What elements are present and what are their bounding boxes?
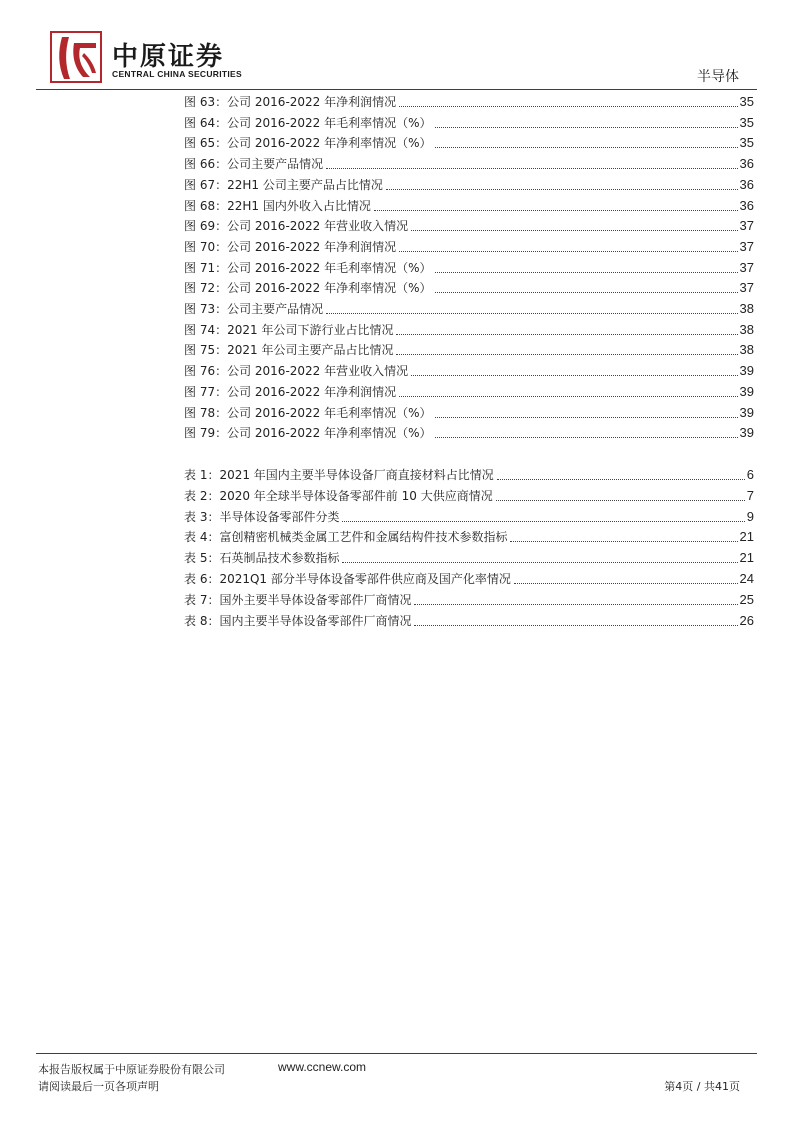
- figure-entry[interactable]: [184, 173, 754, 193]
- figure-entry-page-number: 36: [739, 156, 754, 172]
- figure-entry[interactable]: [184, 359, 754, 379]
- table-entry[interactable]: [184, 546, 754, 566]
- dot-leader: [399, 396, 737, 397]
- figure-entry-label: 图 66：公司主要产品情况: [184, 157, 324, 172]
- figure-entry-label: 图 79：公司 2016-2022 年净利率情况（%）: [184, 426, 432, 441]
- table-entry[interactable]: [184, 463, 754, 483]
- figure-entry-label: 图 68：22H1 国内外收入占比情况: [184, 198, 371, 213]
- footer-divider: [36, 1053, 757, 1054]
- table-entry-label: 表 2：2020 年全球半导体设备零部件前 10 大供应商情况: [184, 488, 493, 503]
- table-entry-page-number: 25: [739, 591, 754, 607]
- figure-entry[interactable]: [184, 214, 754, 234]
- figure-entry-label: 图 67：22H1 公司主要产品占比情况: [184, 177, 383, 192]
- dot-leader: [396, 354, 737, 355]
- table-entry-label: 表 5：石英制品技术参数指标: [184, 551, 340, 566]
- figure-entry[interactable]: [184, 235, 754, 255]
- figure-entry-page-number: 36: [739, 197, 754, 213]
- dot-leader: [414, 604, 737, 605]
- figure-entry-label: 图 70：公司 2016-2022 年净利润情况: [184, 239, 397, 254]
- dot-leader: [514, 583, 738, 584]
- dot-leader: [414, 625, 737, 626]
- report-sector: 半导体: [697, 69, 739, 85]
- figure-entry-label: 图 75：2021 年公司主要产品占比情况: [184, 343, 394, 358]
- figure-entry-label: 图 76：公司 2016-2022 年营业收入情况: [184, 364, 409, 379]
- figure-entry-page-number: 37: [739, 259, 754, 275]
- figure-entry-page-number: 38: [739, 321, 754, 337]
- dot-leader: [399, 106, 737, 107]
- figure-entry-page-number: 38: [739, 342, 754, 358]
- table-entry-page-number: 21: [739, 529, 754, 545]
- page-number: 第4页 / 共41页: [664, 1080, 740, 1093]
- figure-entry-label: 图 77：公司 2016-2022 年净利润情况: [184, 384, 397, 399]
- figure-entry-label: 图 72：公司 2016-2022 年净利率情况（%）: [184, 281, 432, 296]
- table-entry-page-number: 24: [739, 571, 754, 586]
- dot-leader: [326, 168, 737, 169]
- table-entry-label: 表 8：国内主要半导体设备零部件厂商情况: [184, 613, 412, 628]
- figure-entry[interactable]: [184, 194, 754, 214]
- dot-leader: [435, 272, 738, 273]
- figure-entry-page-number: 39: [739, 425, 754, 441]
- figure-entry-label: 图 78：公司 2016-2022 年毛利率情况（%）: [184, 405, 432, 420]
- company-name-en: CENTRAL CHINA SECURITIES: [112, 69, 242, 79]
- dot-leader: [326, 313, 737, 314]
- figure-entry[interactable]: [184, 90, 754, 110]
- dot-leader: [342, 562, 737, 563]
- dot-leader: [435, 437, 738, 438]
- table-entry-page-number: 7: [746, 487, 754, 503]
- figure-entry-label: 图 65：公司 2016-2022 年净利率情况（%）: [184, 136, 432, 151]
- figure-entry-page-number: 37: [739, 280, 754, 296]
- dot-leader: [497, 479, 745, 480]
- figure-entry-page-number: 37: [739, 238, 754, 254]
- dot-leader: [411, 375, 737, 376]
- dot-leader: [435, 127, 738, 128]
- figure-entry-page-number: 35: [739, 114, 754, 130]
- figure-entry[interactable]: [184, 131, 754, 151]
- dot-leader: [435, 417, 738, 418]
- figure-entry-label: 图 74：2021 年公司下游行业占比情况: [184, 322, 394, 337]
- footer-website-link[interactable]: www.ccnew.com: [278, 1060, 367, 1074]
- table-entry-page-number: 21: [739, 550, 754, 566]
- figure-entry[interactable]: [184, 318, 754, 338]
- dot-leader: [386, 189, 738, 190]
- figure-entry[interactable]: [184, 421, 754, 441]
- dot-leader: [396, 334, 737, 335]
- figure-entry-label: 图 64：公司 2016-2022 年毛利率情况（%）: [184, 115, 432, 130]
- figure-entry-label: 图 71：公司 2016-2022 年毛利率情况（%）: [184, 260, 432, 275]
- figure-entry[interactable]: [184, 276, 754, 296]
- dot-leader: [399, 251, 737, 252]
- dot-leader: [342, 521, 744, 522]
- footer-disclaimer: 请阅读最后一页各项声明: [38, 1080, 159, 1093]
- figure-entry-page-number: 38: [739, 301, 754, 316]
- figure-entry-page-number: 39: [739, 363, 754, 379]
- dot-leader: [435, 292, 738, 293]
- table-entry[interactable]: [184, 567, 754, 587]
- table-entry-label: 表 6：2021Q1 部分半导体设备零部件供应商及国产化率情况: [184, 572, 511, 586]
- figure-entry[interactable]: [184, 111, 754, 131]
- table-entry-page-number: 26: [739, 612, 754, 628]
- table-entry-page-number: 6: [746, 467, 754, 482]
- table-entry-page-number: 9: [746, 508, 754, 524]
- dot-leader: [496, 500, 745, 501]
- table-entry-label: 表 7：国外主要半导体设备零部件厂商情况: [184, 592, 412, 607]
- table-entry[interactable]: [184, 525, 754, 545]
- table-entry-label: 表 3：半导体设备零部件分类: [184, 509, 340, 524]
- table-entry[interactable]: [184, 505, 754, 525]
- figure-entry-page-number: 35: [739, 135, 754, 151]
- figure-entry-page-number: 35: [739, 94, 754, 109]
- figure-entry-page-number: 37: [739, 218, 754, 234]
- figure-entry[interactable]: [184, 338, 754, 358]
- company-name-cn: 中原证券: [112, 42, 225, 72]
- table-entry[interactable]: [184, 588, 754, 608]
- figure-entry[interactable]: [184, 256, 754, 276]
- figure-entry-page-number: 36: [739, 176, 754, 192]
- dot-leader: [510, 541, 737, 542]
- dot-leader: [435, 147, 738, 148]
- dot-leader: [374, 210, 738, 211]
- figure-entry[interactable]: [184, 401, 754, 421]
- figure-entry[interactable]: [184, 297, 754, 317]
- table-entry-label: 表 1：2021 年国内主要半导体设备厂商直接材料占比情况: [184, 468, 494, 482]
- figure-entry-label: 图 73：公司主要产品情况: [184, 302, 324, 316]
- footer-copyright: 本报告版权属于中原证券股份有限公司: [38, 1063, 225, 1076]
- company-logo-icon: [50, 31, 102, 83]
- table-entry[interactable]: [184, 609, 754, 629]
- page-header: [0, 0, 793, 92]
- table-entry[interactable]: [184, 484, 754, 504]
- figure-entry-page-number: 39: [739, 404, 754, 420]
- figure-entry[interactable]: [184, 380, 754, 400]
- figure-entry[interactable]: [184, 152, 754, 172]
- figure-entry-page-number: 39: [739, 383, 754, 399]
- figure-entry-label: 图 63：公司 2016-2022 年净利润情况: [184, 95, 397, 109]
- figure-entry-label: 图 69：公司 2016-2022 年营业收入情况: [184, 219, 409, 234]
- dot-leader: [411, 230, 737, 231]
- table-entry-label: 表 4：富创精密机械类金属工艺件和金属结构件技术参数指标: [184, 530, 508, 545]
